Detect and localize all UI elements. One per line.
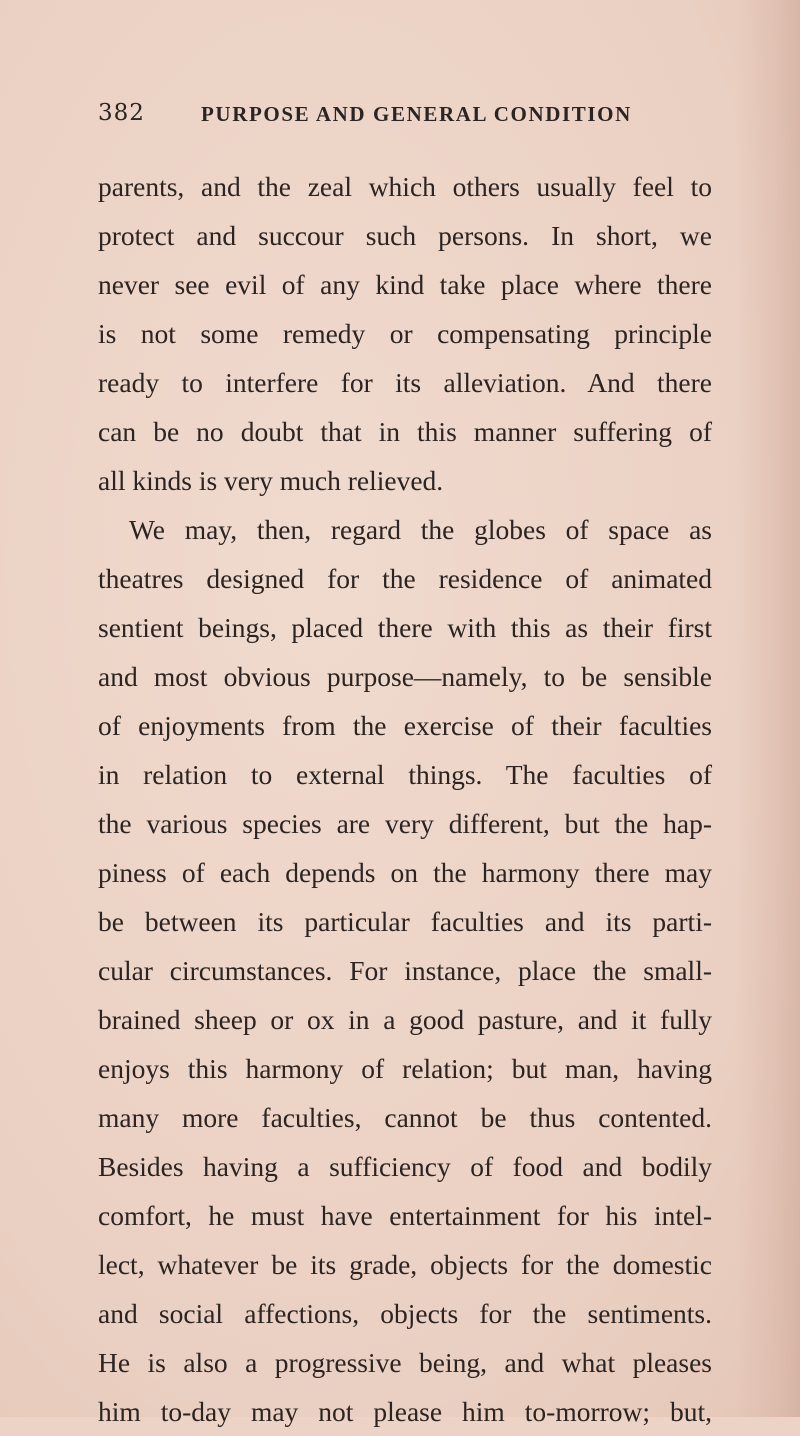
text-line: in relation to external things. The faculties of: [98, 759, 712, 790]
text-line: can be no doubt that in this manner suffering of: [98, 416, 712, 447]
text-line: cular circumstances. For instance, place the small-: [98, 955, 712, 986]
text-line: comfort, he must have entertainment for his intel-: [98, 1200, 712, 1231]
text-line: is not some remedy or compensating principle: [98, 318, 712, 349]
text-line: him to-day may not please him to-morrow; but,: [98, 1396, 712, 1427]
text-line: many more faculties, cannot be thus contented.: [98, 1102, 712, 1133]
text-line: of enjoyments from the exercise of their faculties: [98, 710, 712, 741]
text-line: and social affections, objects for the sentiments.: [98, 1298, 712, 1329]
text-line: and most obvious purpose—namely, to be sensible: [98, 661, 712, 692]
text-line: brained sheep or ox in a good pasture, and it fully: [98, 1004, 712, 1035]
text-line: piness of each depends on the harmony there may: [98, 857, 712, 888]
text-line: be between its particular faculties and its parti-: [98, 906, 712, 937]
text-line: parents, and the zeal which others usually feel to: [98, 171, 712, 202]
running-head: PURPOSE AND GENERAL CONDITION: [201, 102, 632, 126]
text-line: never see evil of any kind take place where there: [98, 269, 712, 300]
page-header: [98, 100, 698, 136]
text-line: He is also a progressive being, and what pleases: [98, 1347, 712, 1378]
text-line: lect, whatever be its grade, objects for the domestic: [98, 1249, 712, 1280]
body-text: [98, 162, 712, 1436]
text-line: protect and succour such persons. In short, we: [98, 220, 712, 251]
text-line: Besides having a sufficiency of food and bodily: [98, 1151, 712, 1182]
text-line: the various species are very different, but the hap-: [98, 808, 712, 839]
text-line: ready to interfere for its alleviation. And there: [98, 367, 712, 398]
page-number: 382: [98, 100, 145, 126]
text-line: We may, then, regard the globes of space as: [129, 514, 712, 545]
text-line: sentient beings, placed there with this as their first: [98, 612, 712, 643]
text-line: all kinds is very much relieved.: [98, 465, 444, 496]
text-line: theatres designed for the residence of animated: [98, 563, 712, 594]
text-line: enjoys this harmony of relation; but man, having: [98, 1053, 712, 1084]
